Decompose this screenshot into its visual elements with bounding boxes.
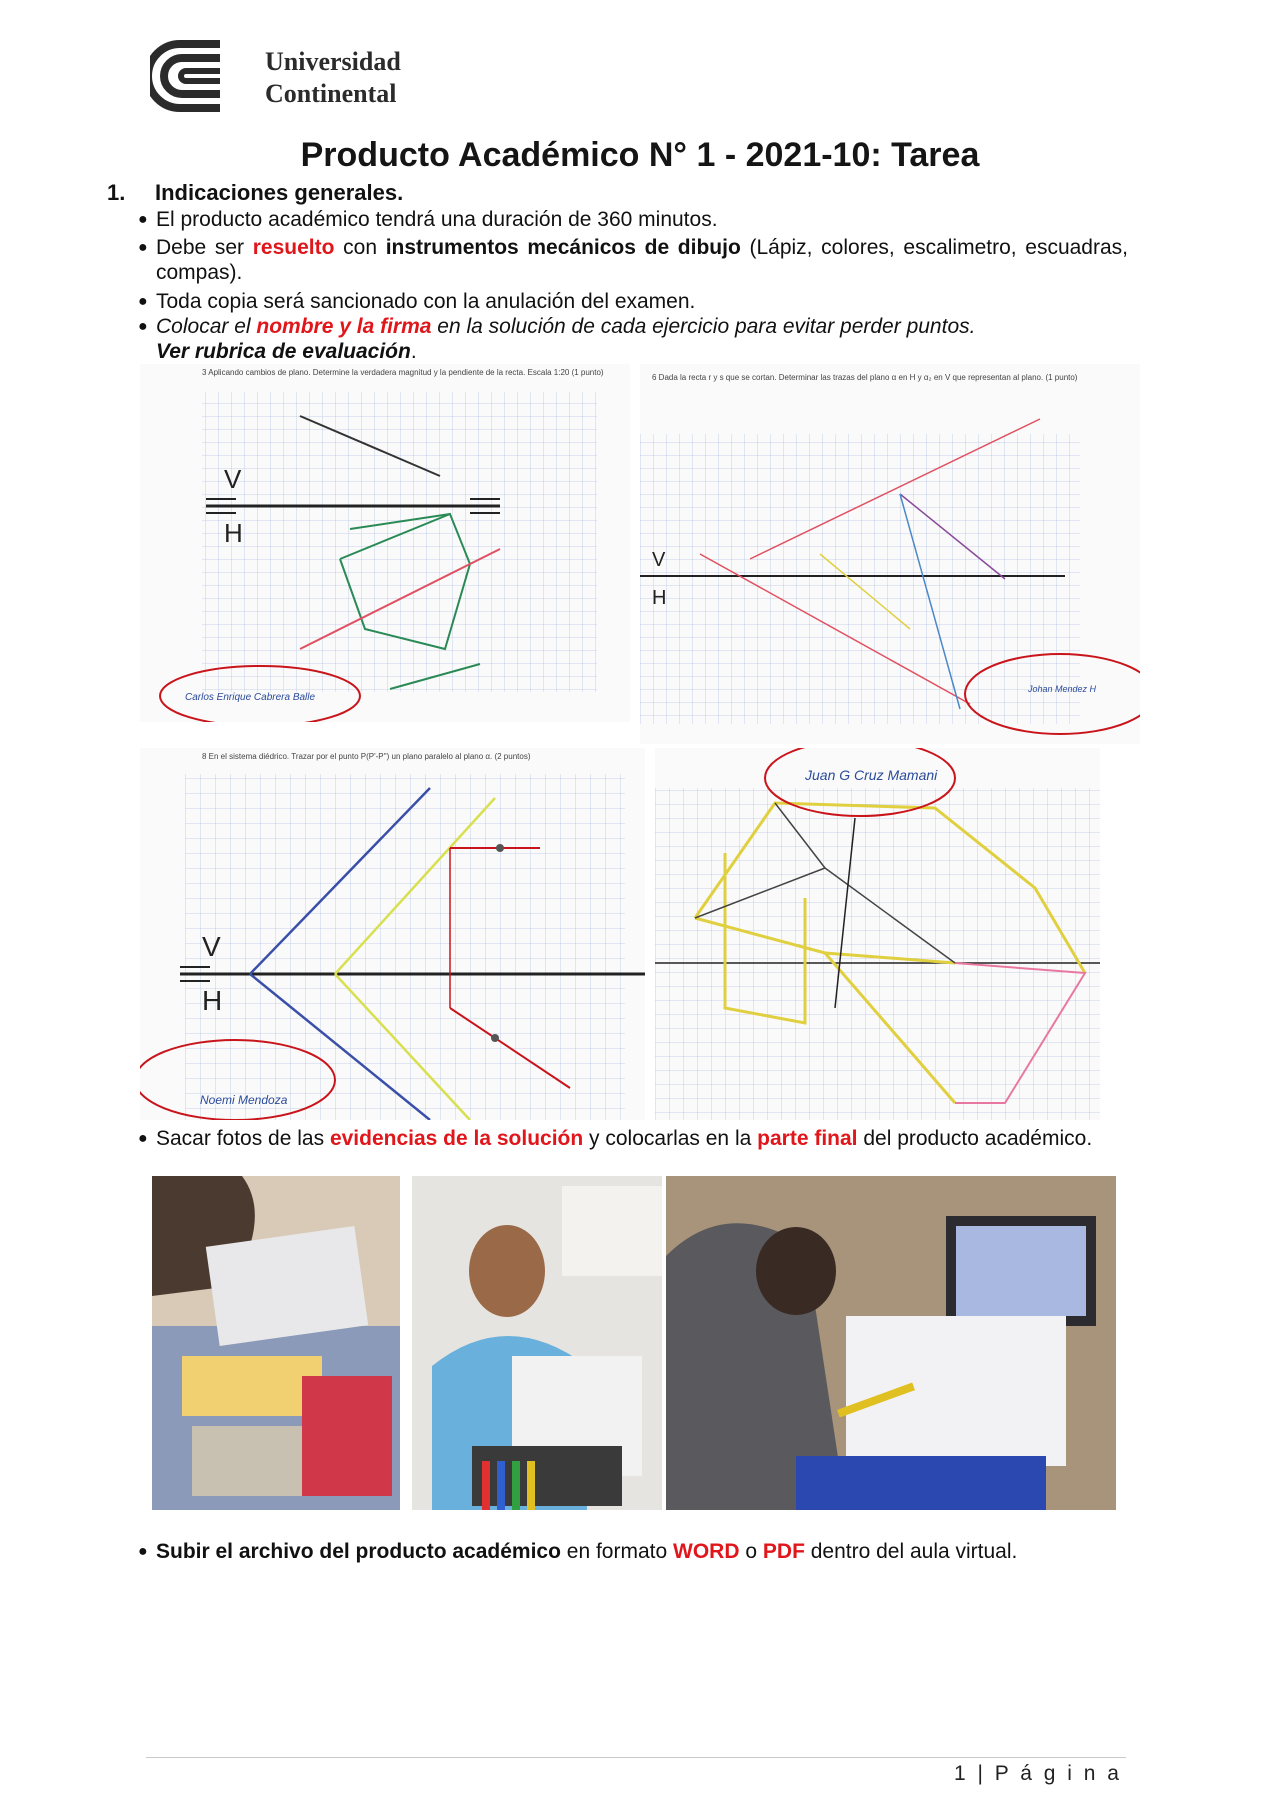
footer-divider bbox=[146, 1757, 1126, 1758]
bullet-text: con bbox=[343, 236, 377, 259]
exercise-6-caption: 6 Dada la recta r y s que se cortan. Determinar las trazas del plano α en H y α₂ en V que representan al plano. (1 punto) bbox=[652, 373, 1078, 382]
highlight-evidencias: evidencias de la solución bbox=[329, 1127, 584, 1150]
page-number: 1 | P á g i n a bbox=[954, 1762, 1122, 1785]
bullet-text: o bbox=[745, 1540, 758, 1563]
signature-1: Carlos Enrique Cabrera Balle bbox=[185, 692, 316, 703]
signature-2: Johan Mendez H bbox=[1028, 684, 1097, 694]
bullet-instruments bbox=[138, 235, 1128, 285]
bullet-text: Colocar el bbox=[156, 315, 251, 338]
signature-4: Noemi Mendoza bbox=[200, 1093, 288, 1107]
section-number: 1. bbox=[107, 180, 126, 205]
format-pdf: PDF bbox=[762, 1540, 805, 1563]
label-h-3: H bbox=[202, 985, 223, 1016]
section-heading bbox=[107, 180, 403, 206]
highlight-resuelto: resuelto bbox=[252, 236, 335, 259]
photo-student-2 bbox=[412, 1176, 662, 1510]
exercise-6-image bbox=[640, 364, 1140, 744]
document-title: Producto Académico N° 1 - 2021-10: Tarea bbox=[300, 136, 980, 174]
bullet-icon: ● bbox=[138, 293, 148, 310]
bullet-name-signature bbox=[138, 314, 1128, 364]
bullet-duration bbox=[138, 207, 1128, 232]
photo-student-1 bbox=[152, 1176, 400, 1510]
exercise-8-caption: 8 En el sistema diédrico. Trazar por el punto P(P'-P'') un plano paralelo al plano α. (2 puntos) bbox=[202, 752, 531, 761]
logo-text bbox=[265, 46, 401, 110]
bullet-text: en la solución de cada ejercicio para evitar perder puntos. bbox=[437, 315, 976, 338]
exercise-isometric-image bbox=[655, 748, 1100, 1120]
bullet-icon: ● bbox=[138, 1130, 148, 1147]
rubric-reference: Ver rubrica de evaluación bbox=[156, 340, 411, 363]
bullet-text: Toda copia será sancionado con la anulación del examen. bbox=[156, 290, 696, 313]
bullet-icon: ● bbox=[138, 239, 148, 256]
format-word: WORD bbox=[673, 1540, 740, 1563]
highlight-upload: Subir el archivo del producto académico bbox=[156, 1540, 561, 1563]
bullet-text: dentro del aula virtual. bbox=[810, 1540, 1018, 1563]
logo-line1: Universidad bbox=[265, 47, 401, 76]
label-v-2: V bbox=[652, 549, 666, 571]
label-v: V bbox=[224, 464, 242, 494]
signature-3: Juan G Cruz Mamani bbox=[805, 767, 938, 783]
bullet-upload bbox=[138, 1539, 1128, 1564]
exercise-8-image bbox=[140, 748, 645, 1120]
bullet-text: y colocarlas en la bbox=[589, 1127, 752, 1150]
section-heading-text: Indicaciones generales. bbox=[155, 180, 404, 205]
highlight-instrumentos: instrumentos mecánicos de dibujo bbox=[385, 236, 741, 259]
photo-student-3 bbox=[666, 1176, 1116, 1510]
bullet-text: en formato bbox=[566, 1540, 668, 1563]
label-h-2: H bbox=[652, 587, 667, 609]
bullet-text: (Lápiz, colores, escalimetro, escuadras, compas). bbox=[156, 236, 1128, 284]
bullet-photos bbox=[138, 1126, 1128, 1151]
bullet-icon: ● bbox=[138, 1543, 148, 1560]
exercise-3-caption: 3 Aplicando cambios de plano. Determine la verdadera magnitud y la pendiente de la recta. Escala 1:20 (1 punto) bbox=[202, 368, 604, 377]
bullet-text: Debe ser bbox=[156, 236, 245, 259]
bullet-text: . bbox=[410, 340, 417, 363]
bullet-icon: ● bbox=[138, 211, 148, 228]
logo-line2: Continental bbox=[265, 79, 397, 108]
bullet-text: El producto académico tendrá una duración de 360 minutos. bbox=[156, 208, 718, 231]
label-v-3: V bbox=[202, 931, 221, 962]
exercise-3-image bbox=[140, 364, 630, 722]
bullet-icon: ● bbox=[138, 318, 148, 335]
bullet-copy-sanction bbox=[138, 289, 1128, 314]
bullet-text: Sacar fotos de las bbox=[156, 1127, 325, 1150]
bullet-text: del producto académico. bbox=[863, 1127, 1093, 1150]
highlight-parte-final: parte final bbox=[757, 1127, 858, 1150]
label-h: H bbox=[224, 518, 243, 548]
highlight-nombre-firma: nombre y la firma bbox=[256, 315, 432, 338]
